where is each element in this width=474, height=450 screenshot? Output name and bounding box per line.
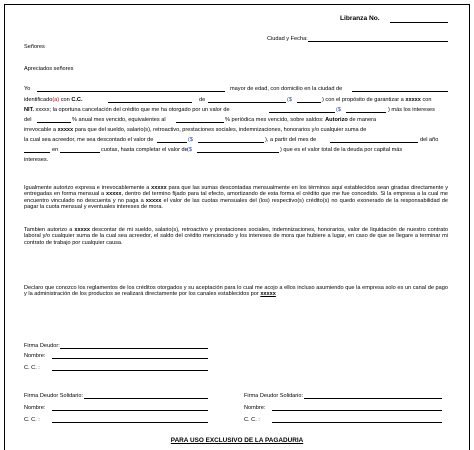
proposito-text: ) con el propósito de garantizar a xxxxx con [322, 97, 432, 103]
anio-text: del año [420, 137, 439, 143]
mayor-edad-text: mayor de edad, con domicilio en la ciudad de [230, 86, 343, 92]
mes-text: ), a partir del mes de [265, 137, 317, 143]
cc-solidario-label: C. C. : [24, 417, 40, 423]
del-text: del [24, 117, 32, 123]
ciudad-fecha-field[interactable] [308, 41, 448, 42]
cc-solidario2-label: C. C. : [244, 417, 260, 423]
firma-deudor-field[interactable] [60, 348, 208, 349]
mes-inicio-field[interactable] [330, 142, 418, 143]
valor-credito-field[interactable] [269, 112, 335, 113]
ciudad-fecha-label: Ciudad y Fecha: [267, 36, 308, 42]
firma-deudor-label: Firma Deudor: [24, 343, 60, 349]
pagaduria-heading: PARA USO EXCLUSIVO DE LA PAGADURIA [170, 437, 304, 444]
valor-descuento-field[interactable] [157, 142, 187, 143]
cc-deudor-label: C. C. : [24, 365, 40, 371]
firma-solidario-label: Firma Deudor Solidario: [24, 393, 84, 399]
en-text: en [52, 147, 59, 153]
valor-descuento-numero-field[interactable] [198, 142, 264, 143]
firma-solidario2-field[interactable] [304, 398, 442, 399]
irrevocable-text: irrevocable a xxxxx para que del sueldo, salario(s), retroactivo, prestaciones sociales, indemnizaciones, honorarios y/o cualquier suma de [24, 127, 367, 133]
nombre-solidario2-field[interactable] [272, 410, 442, 411]
cuotas-text: cuotas, hasta completar el valor de [101, 147, 188, 153]
nombre-deudor-field[interactable] [52, 358, 208, 359]
nit-text: NIT. xxxxx; la oportuna cancelación del crédito que me ha otorgado por un valor de [24, 107, 230, 113]
intereses-end-text: intereses. [24, 157, 49, 163]
cc-solidario-field[interactable] [52, 422, 208, 423]
monto-4: ($ [187, 147, 192, 153]
nombre-solidario-label: Nombre: [24, 405, 46, 411]
valor-total-field[interactable] [197, 152, 279, 153]
nombre-solidario-field[interactable] [52, 410, 208, 411]
cc-solidario2-field[interactable] [272, 422, 442, 423]
nombre-field[interactable] [37, 91, 225, 92]
cc-deudor-field[interactable] [52, 370, 208, 371]
tasa-anual-field[interactable] [37, 122, 71, 123]
paragraph-descuento: Tambien autorizo a xxxxx descontar de mi sueldo, salario(s), retroactivo y prestaciones sociales, indemnizaciones, honorarios, valor de liquidación de nuestro contrato laboral y/o cualquier suma de la cual sea acreedor, el saldo del crédito mencionado y los intereses de mora que hubiere a lugar, en caso de que se llegare a terminar mi contrato de trabajo por cualquier causa. [24, 227, 448, 246]
anio-field[interactable] [24, 152, 50, 153]
de-text: de [199, 97, 206, 103]
tasa-periodica-field[interactable] [176, 122, 224, 123]
paragraph-autorizacion: Igualmente autorizo expresa e irrevocablemente a xxxxx para que las sumas descontadas mensualmente en los términos aquí establecidos sean giradas directamente y entregadas en forma mensual a xxxxx, dentro del termino fijado para tal efecto, amortizando de esta forma el crédito que me fue concedido. Si la empresa a la cual me encuentro vinculado no descuenta y no paga a xxxxx el valor de las cuotas mensuales del (los) respectivo(s) crédito(s) no quedo exonerado de la responsabilidad de pagar la cuota mensual y eventuales intereses de mora. [24, 185, 448, 210]
firma-solidario-field[interactable] [84, 398, 208, 399]
anual-text: % anual mes vencido, equivalentes al [72, 117, 166, 123]
libranza-label: Libranza No. [340, 15, 380, 22]
ciudad-domicilio-field[interactable] [352, 91, 448, 92]
monto-2: ($ [336, 107, 341, 113]
senores-label: Señores [24, 44, 45, 50]
numero-cuotas-field[interactable] [60, 152, 100, 153]
monto-letras-field[interactable] [208, 102, 286, 103]
nombre-solidario2-label: Nombre: [244, 405, 266, 411]
apreciados-label: Apreciados señores [24, 66, 74, 72]
paragraph-declaracion: Declaro que conozco los reglamentos de los créditos otorgados y su aceptación para lo cual me acojo a ellos incluso asumiendo que la empresa solo es un canal de pago y la administración de los productos se realizará directamente por los canales establecidos por xxxxx [24, 285, 448, 298]
periodica-text: % periódica mes vencido, sobre saldos: Autorizo de manera [225, 117, 377, 123]
valor-credito-numero-field[interactable] [346, 112, 386, 113]
yo-label: Yo [24, 86, 31, 92]
valor-total-text: ) que es el valor total de la deuda por capital más [280, 147, 403, 153]
descuento-text: la cual sea acreedor, me sea descontado el valor de [24, 137, 154, 143]
nombre-deudor-label: Nombre: [24, 353, 46, 359]
monto-numero-field[interactable] [297, 102, 321, 103]
cc-field[interactable] [108, 102, 192, 103]
intereses-text: ) más los intereses [388, 107, 435, 113]
monto-1: ($ [287, 97, 292, 103]
identificado-text: identificado(a) con C.C. [24, 97, 83, 103]
libranza-number-field[interactable] [390, 22, 448, 23]
firma-solidario2-label: Firma Deudor Solidario: [244, 393, 304, 399]
monto-3: ($ [188, 137, 193, 143]
